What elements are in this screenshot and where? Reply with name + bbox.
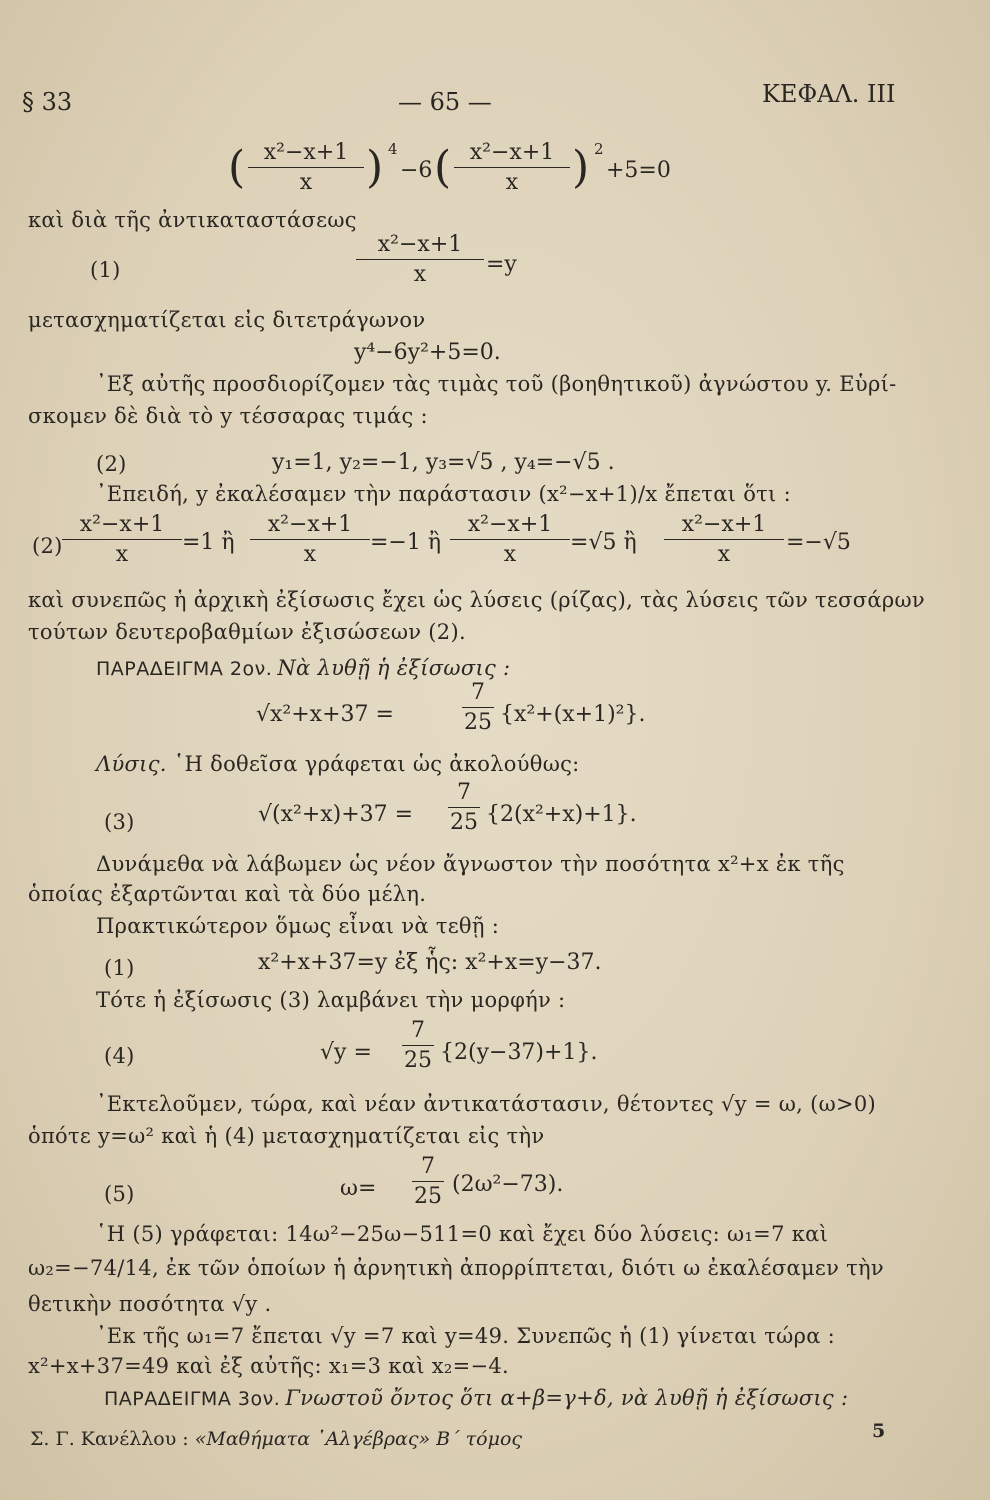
solution-line: [96, 752, 580, 776]
equation-lhs: ω=: [340, 1176, 377, 1201]
equation-rhs: {x²+(x+1)²}.: [500, 702, 646, 727]
equation-rhs: =y: [486, 252, 517, 277]
fraction: 7 25: [414, 1154, 442, 1209]
section-number: § 33: [22, 88, 73, 116]
text-line: x²+x+37=49 καὶ ἐξ αὐτῆς: x₁=3 καὶ x₂=−4.: [28, 1354, 509, 1378]
text-line: καὶ διὰ τῆς ἀντικαταστάσεως: [28, 208, 357, 232]
footer-author: Σ. Γ. Κανέλλου :: [30, 1428, 189, 1450]
page-number: — 65 —: [398, 88, 492, 116]
text-line: θετικὴν ποσότητα √y .: [28, 1292, 272, 1316]
equation-roots: y₁=1, y₂=−1, y₃=√5 , y₄=−√5 .: [272, 450, 615, 475]
text-line: τούτων δευτεροβαθμίων ἐξισώσεων (2).: [28, 620, 466, 644]
example-heading: [104, 1386, 848, 1410]
equation-label: (2): [96, 452, 127, 476]
exponent: 2: [594, 140, 604, 158]
equation-biquadratic: y⁴−6y²+5=0.: [354, 340, 501, 365]
equation-rhs: {2(y−37)+1}.: [440, 1040, 598, 1065]
paren-open: (: [434, 142, 452, 193]
equation-rhs: =√5 ἢ: [570, 530, 637, 555]
example-label: ΠΑΡΑΔΕΙΓΜΑ 2ον.: [96, 658, 273, 680]
paren-open: (: [228, 142, 246, 193]
equation-label: (3): [104, 810, 135, 834]
equation-substitution: x²+x+37=y ἐξ ἧς: x²+x=y−37.: [258, 950, 602, 975]
text-line: ὁποίας ἐξαρτῶνται καὶ τὰ δύο μέλη.: [28, 882, 427, 906]
footer-credit: [30, 1428, 522, 1450]
equation-label: (2): [32, 534, 63, 558]
fraction: x²−x+1 x: [454, 140, 570, 195]
text-line: ῾Η (5) γράφεται: 14ω²−25ω−511=0 καὶ ἔχει δύο λύσεις: ω₁=7 καὶ: [96, 1222, 829, 1246]
text-line: Δυνάμεθα νὰ λάβωμεν ὡς νέον ἄγνωστον τὴν ποσότητα x²+x ἐκ τῆς: [96, 852, 845, 876]
text-line: ᾽Εκτελοῦμεν, τώρα, καὶ νέαν ἀντικατάστασιν, θέτοντες √y = ω, (ω>0): [96, 1092, 877, 1116]
fraction: 7 25: [464, 680, 492, 735]
equation-lhs: √(x²+x)+37 =: [258, 802, 414, 827]
exponent: 4: [388, 140, 398, 158]
fraction: x²−x+1 x: [62, 512, 182, 567]
equation-label: (1): [104, 956, 135, 980]
chapter-label: ΚΕΦΑΛ. ΙΙΙ: [762, 80, 896, 108]
text-line: σκομεν δὲ διὰ τὸ y τέσσαρας τιμάς :: [28, 404, 428, 428]
paren-close: ): [572, 142, 590, 193]
equation-top: [228, 140, 678, 210]
equation-lhs: √x²+x+37 =: [256, 702, 394, 727]
fraction: x²−x+1 x: [248, 140, 364, 195]
solution-label: Λύσις.: [96, 752, 167, 776]
equation-rhs: =−1 ἢ: [370, 530, 442, 555]
fraction: 7 25: [404, 1018, 432, 1073]
example-title: Γνωστοῦ ὄντος ὅτι α+β=γ+δ, νὰ λυθῇ ἡ ἐξίσωσις :: [285, 1386, 849, 1410]
text-line: ᾽Εκ τῆς ω₁=7 ἔπεται √y =7 καὶ y=49. Συνεπῶς ἡ (1) γίνεται τώρα :: [96, 1324, 836, 1348]
signature-mark: 5: [872, 1420, 886, 1442]
equation-rhs: =1 ἢ: [182, 530, 235, 555]
text-line: ω₂=−74/14, ἐκ τῶν ὁποίων ἡ ἀρνητικὴ ἀπορρίπτεται, διότι ω ἐκαλέσαμεν τὴν: [28, 1256, 885, 1280]
equation-rhs: =−√5: [786, 530, 851, 555]
coefficient: −6: [400, 158, 433, 183]
fraction: x²−x+1 x: [450, 512, 570, 567]
text-line: ᾽Εξ αὐτῆς προσδιορίζομεν τὰς τιμὰς τοῦ (βοηθητικοῦ) ἀγνώστου y. Εὑρί-: [96, 372, 897, 396]
equation-rhs: {2(x²+x)+1}.: [486, 802, 637, 827]
equation-label: (1): [90, 258, 121, 282]
equation-label: (5): [104, 1182, 135, 1206]
example-label: ΠΑΡΑΔΕΙΓΜΑ 3ον.: [104, 1388, 281, 1410]
text-line: μετασχηματίζεται εἰς διτετράγωνον: [28, 308, 426, 332]
text-line: καὶ συνεπῶς ἡ ἀρχικὴ ἐξίσωσις ἔχει ὡς λύσεις (ρίζας), τὰς λύσεις τῶν τεσσάρων: [28, 588, 925, 612]
text-line: ᾽Επειδή, y ἐκαλέσαμεν τὴν παράστασιν (x²−x+1)/x ἔπεται ὅτι :: [96, 482, 791, 506]
solution-text: ῾Η δοθεῖσα γράφεται ὡς ἀκολούθως:: [173, 752, 580, 776]
equation-label: (4): [104, 1044, 135, 1068]
example-heading: [96, 656, 510, 680]
example-title: Νὰ λυθῇ ἡ ἐξίσωσις :: [277, 656, 511, 680]
text-line: Τότε ἡ ἐξίσωσις (3) λαμβάνει τὴν μορφήν :: [96, 988, 566, 1012]
footer-book: «Μαθήματα ᾽Αλγέβρας» Β΄ τόμος: [194, 1428, 523, 1450]
fraction: x²−x+1 x: [356, 232, 484, 287]
equation-rhs: (2ω²−73).: [452, 1172, 564, 1197]
text-line: Πρακτικώτερον ὅμως εἶναι νὰ τεθῇ :: [96, 914, 500, 938]
paren-close: ): [366, 142, 384, 193]
equation-lhs: √y =: [320, 1040, 372, 1065]
equation-tail: +5=0: [606, 158, 671, 183]
text-line: ὁπότε y=ω² καὶ ἡ (4) μετασχηματίζεται εἰς τὴν: [28, 1124, 545, 1148]
fraction: 7 25: [450, 780, 478, 835]
fraction: x²−x+1 x: [664, 512, 784, 567]
fraction: x²−x+1 x: [250, 512, 370, 567]
